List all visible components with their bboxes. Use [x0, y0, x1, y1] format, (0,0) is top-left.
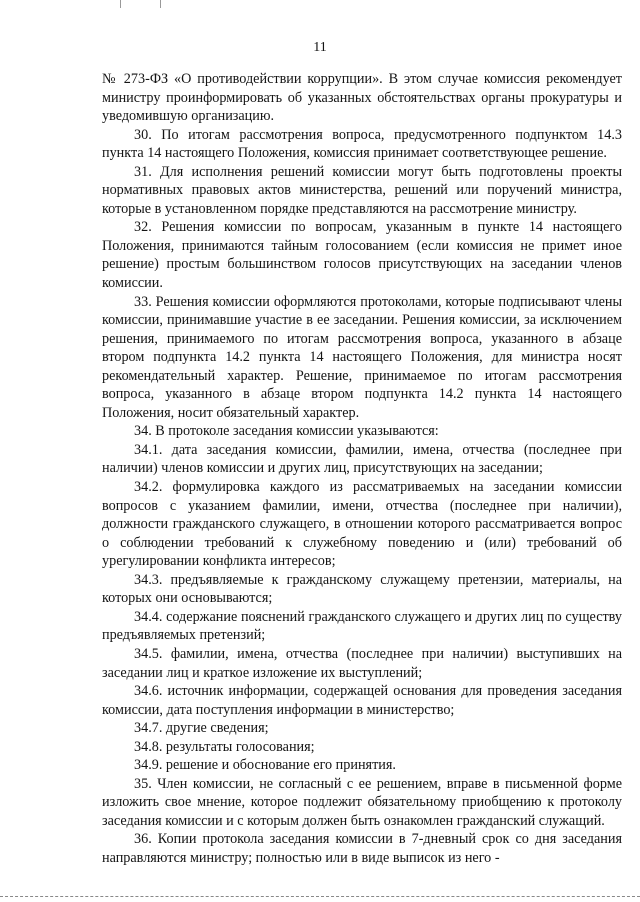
paragraph-34-2: 34.2. формулировка каждого из рассматриваемых на заседании комиссии вопросов с указанием фамилии, имени, отчества (последнее при наличии), должности гражданского служащего, в отношении которого рассматривается вопрос о соблюдении требований к служебному поведению и (или) требований об урегулировании конфликта интересов; [102, 479, 622, 570]
scan-mark [120, 0, 121, 8]
paragraph-33: 33. Решения комиссии оформляются протоколами, которые подписывают члены комиссии, принимавшие участие в ее заседании. Решения комиссии, за исключением решения, принимаемого по итогам рассмотрения вопроса, указанного в абзаце втором подпункта 14.2 пункта 14 настоящего Положения, для министра носят рекомендательный характер. Решение, принимаемое по итогам рассмотрения вопроса, указанного в абзаце втором подпункта 14.2 пункта 14 настоящего Положения, носит обязательный характер. [102, 293, 622, 421]
paragraph-34-4: 34.4. содержание пояснений гражданского служащего и других лиц по существу предъявляемых претензий; [102, 608, 622, 644]
page-bottom-edge [0, 896, 640, 897]
paragraph-34: 34. В протоколе заседания комиссии указываются: [134, 423, 439, 440]
paragraph-34-9: 34.9. решение и обоснование его принятия. [134, 757, 396, 774]
paragraph-34-7: 34.7. другие сведения; [134, 720, 269, 737]
paragraph-30: 30. По итогам рассмотрения вопроса, предусмотренного подпунктом 14.3 пункта 14 настоящего Положения, комиссия принимает соответствующее решение. [102, 126, 622, 162]
paragraph-34-1: 34.1. дата заседания комиссии, фамилии, имена, отчества (последнее при наличии) членов комиссии и других лиц, присутствующих на заседании; [102, 441, 622, 477]
paragraph-35: 35. Член комиссии, не согласный с ее решением, вправе в письменной форме изложить свое мнение, которое подлежит обязательному приобщению к протоколу заседания комиссии и с которым должен быть ознакомлен гражданский служащий. [102, 775, 622, 829]
document-body [102, 70, 622, 868]
paragraph-34-3: 34.3. предъявляемые к гражданскому служащему претензии, материалы, на которых они основываются; [102, 571, 622, 607]
paragraph-34-8: 34.8. результаты голосования; [134, 738, 315, 755]
paragraph-34-5: 34.5. фамилии, имена, отчества (последнее при наличии) выступивших на заседании лиц и краткое изложение их выступлений; [102, 645, 622, 681]
paragraph-32: 32. Решения комиссии по вопросам, указанным в пункте 14 настоящего Положения, принимаются тайным голосованием (если комиссия не примет иное решение) простым большинством голосов присутствующих на заседании членов комиссии. [102, 219, 622, 292]
scan-mark [160, 0, 161, 8]
paragraph-34-6: 34.6. источник информации, содержащей основания для проведения заседания комиссии, дата поступления информации в министерство; [102, 683, 622, 718]
page-number: 11 [313, 40, 327, 55]
paragraph-31: 31. Для исполнения решений комиссии могут быть подготовлены проекты нормативных правовых актов министерства, решений или поручений министра, которые в установленном порядке представляются на рассмотрение министру. [102, 163, 622, 217]
paragraph-continuation: № 273-ФЗ «О противодействии коррупции». В этом случае комиссия рекомендует министру проинформировать об указанных обстоятельствах органы прокуратуры и уведомившую организацию. [102, 71, 622, 125]
paragraph-36: 36. Копии протокола заседания комиссии в 7-дневный срок со дня заседания направляются министру; полностью или в виде выписок из него - [102, 831, 622, 866]
